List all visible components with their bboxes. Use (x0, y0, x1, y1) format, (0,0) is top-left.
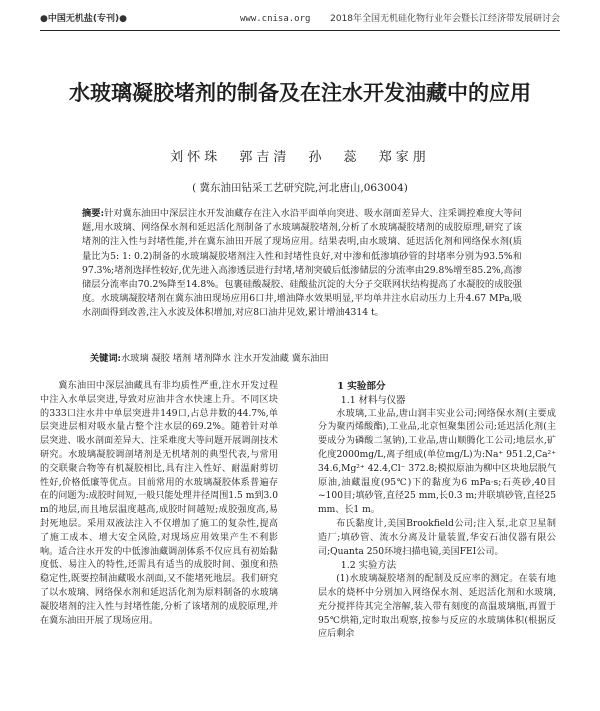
keywords-text: 水玻璃 凝胶 堵剂 堵剂降水 注水开发油藏 冀东油田 (120, 353, 329, 364)
keywords-label: 关键词: (90, 353, 121, 364)
conference-name: 2018年全国无机硅化物行业年会暨长江经济带发展研讨会 (330, 14, 560, 24)
method-paragraph: (1)水玻璃凝胶堵剂的配制及反应率的测定。在装有地层水的烧杯中分别加入网络保水剂、延迟活化剂和水玻璃,充分搅拌待其完全溶解,装入带有刻度的高温玻璃瓶,再置于95℃烘箱,定时取出观察,按参与反应的水玻璃体积(根据反应后剩余 (318, 574, 556, 640)
running-header (40, 12, 560, 26)
paper-title: 水玻璃凝胶堵剂的制备及在注水开发油藏中的应用 (69, 80, 531, 105)
intro-paragraph: 冀东油田中深层油藏具有非均质性严重,注水开发过程中注入水单层突进,导致对应油井含水快速上升。不同区块的333口注水井中单层突进井149口,占总井数的44.7%,单层突进层相对吸水量占整个注水层的69.2%。随着针对单层突进、吸水剖面差异大、注采难度大等问题开展调剖技术研究。水玻璃凝胶调剖堵剂是无机堵剂的典型代表,与常用的交联聚合物等有机凝胶相比,具有注入性好、耐温耐剪切性好,价格低廉等优点。目前常用的水玻璃凝胶体系普遍存在的问题为:成胶时间短,一般只能处理井径周围1.5 m到3.0 m的地层,而且地层温度越高,成胶时间越短;成胶强度高,易封死地层。采用双液法注入不仅增加了施工的复杂性,提高了施工成本、增大安全风险,对现场应用效果产生不利影响。适合注水开发的中低渗油藏调剖体系不仅应具有初始黏度低、易注入的特性,还需具有适当的成胶时间、强度和热稳定性,既要控制油藏吸水剖面,又不能堵死地层。我们研究了以水玻璃、网络保水剂和延迟活化剂为原料制备的水玻璃凝胶堵剂的注入性与封堵性能,分析了该堵剂的成胶原理,并在冀东油田开展了现场应用。 (40, 381, 278, 626)
abstract (82, 207, 522, 321)
journal-name: ●中国无机盐(专刊)● (40, 14, 127, 24)
instruments-paragraph: 布氏黏度计,美国Brookfield公司;注入泵,北京卫星制造厂;填砂管、流水分离及计量装置,华安石油仪器有限公司;Quanta 250环境扫描电镜,美国FEI公司。 (318, 518, 556, 557)
abstract-label: 摘要: (82, 208, 104, 219)
journal-url: www.cnisa.org (240, 14, 311, 24)
keywords (90, 352, 520, 366)
materials-paragraph: 水玻璃,工业品,唐山润丰实业公司;网络保水剂(主要成分为聚丙烯酸酯),工业品,北京恒聚集团公司;延迟活化剂(主要成分为磷酸二氢钠),工业品,唐山顺腾化工公司;地层水,矿化度2000mg/L,离子组成(单位mg/L)为:Na⁺ 951.2,Ca²⁺ 34.6,Mg²⁺ 42.4,Cl⁻ 372.8;模拟原油为柳中区块地层脱气原油,油藏温度(95℃)下的黏度为6 mPa·s;石英砂,40目~100目;填砂管,直径25 mm,长0.3 m;并联填砂管,直径25 mm、长1 m。 (318, 408, 556, 516)
affiliation: ( 冀东油田钻采工艺研究院,河北唐山,063004) (192, 182, 408, 194)
right-column (318, 380, 556, 642)
section-heading-experiment: 1 实验部分 (337, 381, 386, 392)
left-column (40, 380, 278, 628)
subsection-heading-method: 1.2 实验方法 (340, 560, 397, 572)
author-list: 刘怀珠 郭吉清 孙 蕊 郑家朋 (170, 150, 430, 165)
abstract-text: 针对冀东油田中深层注水开发油藏存在注入水沿平面单向突进、吸水剖面差异大、注采调控难度大等问题,用水玻璃、网络保水剂和延迟活化剂制备了水玻璃凝胶堵剂,分析了水玻璃凝胶堵剂的成胶原理,研究了该堵剂的注入性与封堵性能,并在冀东油田开展了现场应用。结果表明,由水玻璃、延迟活化剂和网络保水剂(质量比为5: 1: 0.2)制备的水玻璃凝胶堵剂注入性和封堵性良好,对中渗和低渗填砂管的封堵率分别为93.5%和97.3%;堵剂选择性较好,优先进入高渗透层进行封堵,堵剂突破后低渗储层的分流率由29.8%增至85.2%,高渗储层分流率由70.2%降至14.8%。包裹硅酸凝胶、硅酸盐沉淀的大分子交联网状结构提高了水凝胶的成胶强度。水玻璃凝胶堵剂在冀东油田现场应用6口井,增油降水效果明显,平均单井注水启动压力上升4.67 MPa,吸水剖面得到改善,注入水波及体积增加,对应8口油井见效,累计增油4314 t。 (82, 208, 522, 319)
subsection-heading-materials: 1.1 材料与仪器 (340, 394, 406, 406)
header-divider (40, 30, 560, 31)
